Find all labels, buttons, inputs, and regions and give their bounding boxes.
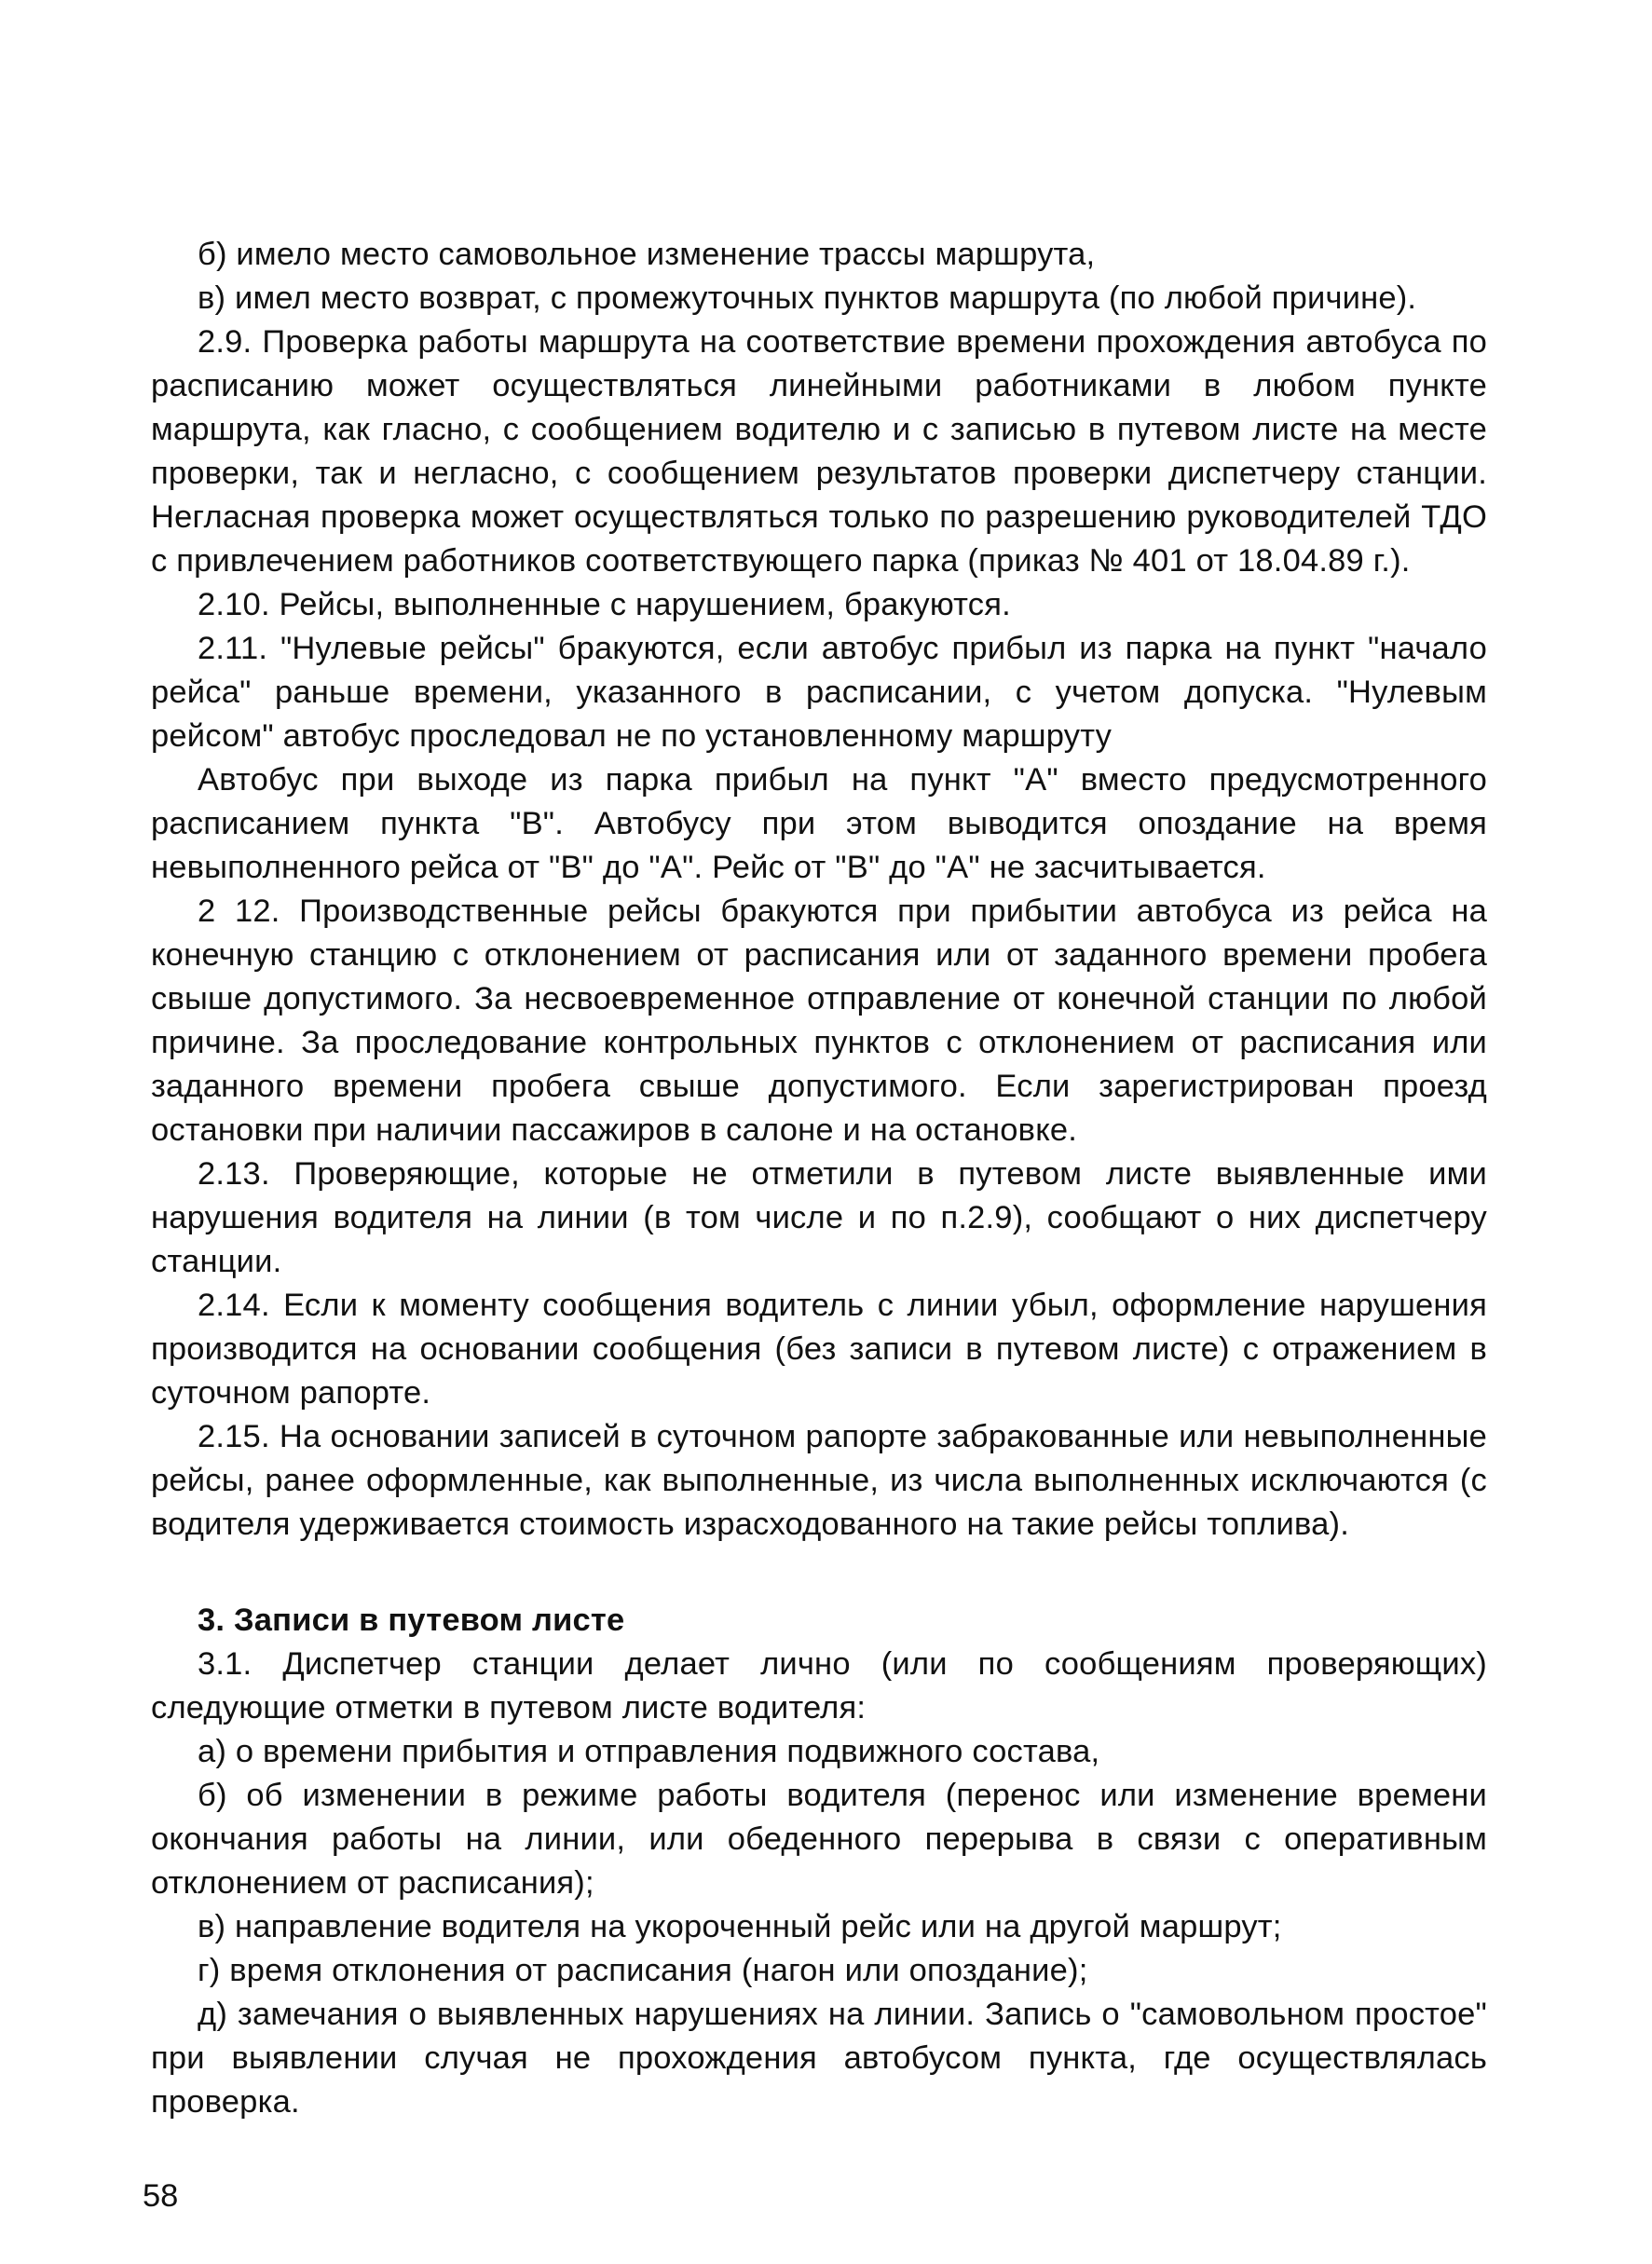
paragraph-item-b: б) имело место самовольное изменение трассы маршрута, xyxy=(198,237,1096,272)
paragraph-3-1: 3.1. Диспетчер станции делает лично (или по сообщениям проверяющих) следующие отметки в путевом листе водителя: xyxy=(151,1646,1487,1725)
paragraph-2-12: 2 12. Производственные рейсы бракуются при прибытии автобуса из рейса на конечную станцию с отклонением от расписания или от заданного времени пробега свыше допустимого. За несвоевременное отправление от конечной станции по любой причине. За проследование контрольных пунктов с отклонением от расписания или заданного времени пробега свыше допустимого. Если зарегистрирован проезд остановки при наличии пассажиров в салоне и на остановке. xyxy=(151,893,1487,1148)
document-body xyxy=(151,233,1487,2124)
paragraph-2-11-example: Автобус при выходе из парка прибыл на пункт "А" вместо предусмотренного расписанием пункта "В". Автобусу при этом выводится опоздание на время невыполненного рейса от "В" до "А". Рейс от "В" до "А" не засчитывается. xyxy=(151,762,1487,885)
paragraph-3-1-d: д) замечания о выявленных нарушениях на линии. Запись о "самовольном простое" при выявлении случая не прохождения автобусом пункта, где осуществлялась проверка. xyxy=(151,1997,1487,2120)
paragraph-2-14: 2.14. Если к моменту сообщения водитель с линии убыл, оформление нарушения производится на основании сообщения (без записи в путевом листе) с отражением в суточном рапорте. xyxy=(151,1288,1487,1411)
paragraph-2-15: 2.15. На основании записей в суточном рапорте забракованные или невыполненные рейсы, ранее оформленные, как выполненные, из числа выполненных исключаются (с водителя удерживается стоимость израсходованного на такие рейсы топлива). xyxy=(151,1419,1487,1542)
paragraph-3-1-g: г) время отклонения от расписания (нагон или опоздание); xyxy=(198,1953,1088,1988)
paragraph-2-11: 2.11. "Нулевые рейсы" бракуются, если автобус прибыл из парка на пункт "начало рейса" раньше времени, указанного в расписании, с учетом допуска. "Нулевым рейсом" автобус проследовал не по установленному маршруту xyxy=(151,631,1487,754)
paragraph-3-1-b: б) об изменении в режиме работы водителя (перенос или изменение времени окончания работы на линии, или обеденного перерыва в связи с оперативным отклонением от расписания); xyxy=(151,1778,1487,1901)
paragraph-2-10: 2.10. Рейсы, выполненные с нарушением, бракуются. xyxy=(198,587,1011,622)
section-heading: 3. Записи в путевом листе xyxy=(198,1603,625,1638)
paragraph-2-13: 2.13. Проверяющие, которые не отметили в путевом листе выявленные ими нарушения водителя на линии (в том числе и по п.2.9), сообщают о них диспетчеру станции. xyxy=(151,1156,1487,1279)
paragraph-3-1-a: а) о времени прибытия и отправления подвижного состава, xyxy=(198,1734,1100,1769)
paragraph-item-v: в) имел место возврат, с промежуточных пунктов маршрута (по любой причине). xyxy=(198,280,1417,316)
paragraph-2-9: 2.9. Проверка работы маршрута на соответствие времени прохождения автобуса по расписанию может осуществляться линейными работниками в любом пункте маршрута, как гласно, с сообщением водителю и с записью в путевом листе на месте проверки, так и негласно, с сообщением результатов проверки диспетчеру станции. Негласная проверка может осуществляться только по разрешению руководителей ТДО с привлечением работников соответствующего парка (приказ № 401 от 18.04.89 г.). xyxy=(151,324,1487,579)
page-number: 58 xyxy=(143,2178,179,2214)
paragraph-3-1-v: в) направление водителя на укороченный рейс или на другой маршрут; xyxy=(198,1909,1282,1944)
